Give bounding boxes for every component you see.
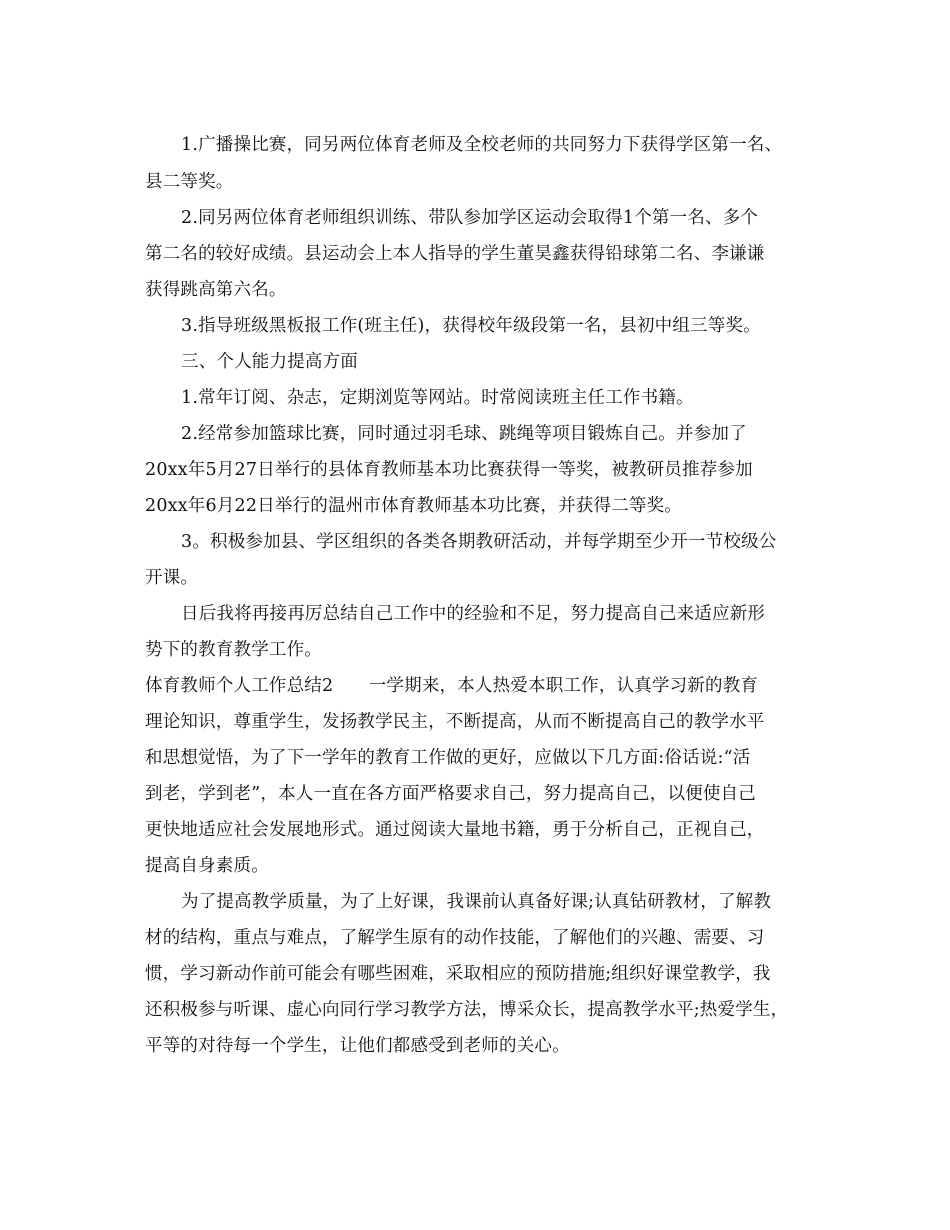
text-line: 理论知识，尊重学生，发扬教学民主，不断提高，从而不断提高自己的教学水平 <box>145 712 765 732</box>
text-line: 和思想觉悟，为了下一学年的教育工作做的更好，应做以下几方面:俗话说:“活 <box>145 748 751 768</box>
text-line: 20xx年6月22日举行的温州市体育教师基本功比赛，并获得二等奖。 <box>145 496 683 516</box>
section-heading: 三、个人能力提高方面 <box>181 352 358 372</box>
text-line: 获得跳高第六名。 <box>145 280 287 300</box>
text-line: 县二等奖。 <box>145 172 234 192</box>
text-line: 材的结构，重点与难点，了解学生原有的动作技能，了解他们的兴趣、需要、习 <box>145 928 765 948</box>
text-line: 3。积极参加县、学区组织的各类各期教研活动，并每学期至少开一节校级公 <box>181 532 777 552</box>
text-line: 势下的教育教学工作。 <box>145 640 322 660</box>
text-line: 20xx年5月27日举行的县体育教师基本功比赛获得一等奖，被教研员推荐参加 <box>145 460 753 480</box>
text-line: 1.常年订阅、杂志，定期浏览等网站。时常阅读班主任工作书籍。 <box>181 388 694 408</box>
text-line: 2.经常参加篮球比赛，同时通过羽毛球、跳绳等项目锻炼自己。并参加了 <box>181 424 747 444</box>
text-line: 3.指导班级黑板报工作(班主任)，获得校年级段第一名，县初中组三等奖。 <box>181 316 761 336</box>
text-line: 平等的对待每一个学生，让他们都感受到老师的关心。 <box>145 1036 570 1056</box>
text-line: 2.同另两位体育老师组织训练、带队参加学区运动会取得1个第一名、多个 <box>181 208 759 228</box>
text-line: 惯，学习新动作前可能会有哪些困难，采取相应的预防措施;组织好课堂教学，我 <box>145 964 771 984</box>
text-line: 为了提高教学质量，为了上好课，我课前认真备好课;认真钻研教材，了解教 <box>181 892 772 912</box>
text-line: 提高自身素质。 <box>145 856 269 876</box>
article-title-line: 体育教师个人工作总结2 一学期来，本人热爱本职工作，认真学习新的教育 <box>145 676 759 696</box>
text-line: 第二名的较好成绩。县运动会上本人指导的学生董昊鑫获得铅球第二名、李谦谦 <box>145 244 765 264</box>
text-line: 到老，学到老”，本人一直在各方面严格要求自己，努力提高自己，以便使自己 <box>145 784 756 804</box>
text-line: 1.广播操比赛，同另两位体育老师及全校老师的共同努力下获得学区第一名、 <box>181 135 783 155</box>
text-line: 更快地适应社会发展地形式。通过阅读大量地书籍，勇于分析自己，正视自己， <box>145 820 765 840</box>
text-line: 日后我将再接再厉总结自己工作中的经验和不足，努力提高自己来适应新形 <box>181 604 766 624</box>
text-line: 开课。 <box>145 568 199 588</box>
text-line: 还积极参与听课、虚心向同行学习教学方法，博采众长，提高教学水平;热爱学生， <box>145 1000 789 1020</box>
